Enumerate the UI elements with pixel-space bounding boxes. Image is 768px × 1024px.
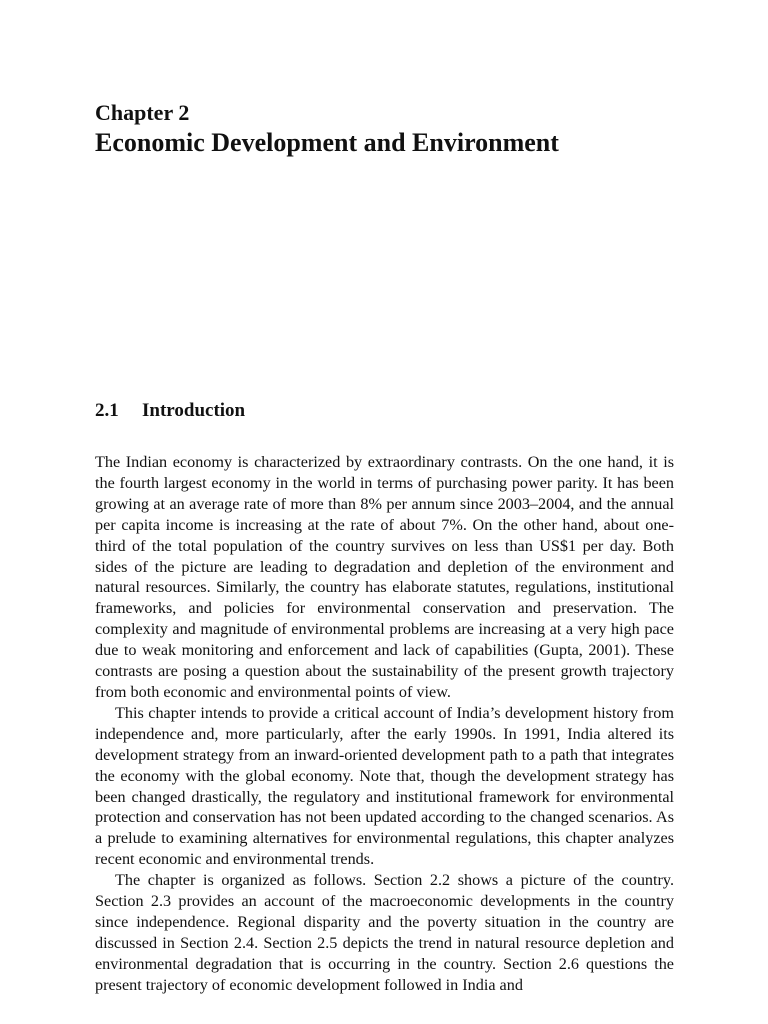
paragraph-1: The Indian economy is characterized by extraordinary contrasts. On the one hand, it is the fourth largest economy in the world in terms of purchasing power parity. It has been growing at an average rate of more than 8% per annum since 2003–2004, and the annual per capita income is increasing at the rate of about 7%. On the other hand, about one-third of the total population of the country survives on less than US$1 per day. Both sides of the picture are leading to degradation and depletion of the environment and natural resources. Similarly, the country has elaborate statutes, regulations, institutional frameworks, and policies for environmental conservation and preservation. The complexity and magnitude of environmental problems are increasing at a very high pace due to weak monitoring and enforcement and lack of capabilities (Gupta, 2001). These contrasts are posing a question about the sustainability of the present growth trajectory from both economic and environmental points of view. [95, 453, 674, 701]
section-heading [95, 398, 245, 424]
paragraph-3: The chapter is organized as follows. Section 2.2 shows a picture of the country. Section 2.3 provides an account of the macroeconomic developments in the country since independence. Regional disparity and the poverty situation in the country are discussed in Section 2.4. Section 2.5 depicts the trend in natural resource depletion and environmental degradation that is occurring in the country. Section 2.6 questions the present trajectory of economic development followed in India and [95, 871, 674, 994]
chapter-title: Economic Development and Environment [95, 128, 559, 157]
section-number: 2.1 [95, 400, 119, 421]
body-text [95, 452, 674, 996]
chapter-label: Chapter 2 [95, 100, 190, 125]
paragraph-2: This chapter intends to provide a critical account of India’s development history from independence and, more particularly, after the early 1990s. In 1991, India altered its development strategy from an inward-oriented development path to a path that integrates the economy with the global economy. Note that, though the development strategy has been changed drastically, the regulatory and institutional framework for environmental protection and conservation has not been updated according to the changed scenarios. As a prelude to examining alternatives for environmental regulations, this chapter analyzes recent economic and environmental trends. [95, 703, 674, 869]
section-title: Introduction [142, 400, 246, 421]
